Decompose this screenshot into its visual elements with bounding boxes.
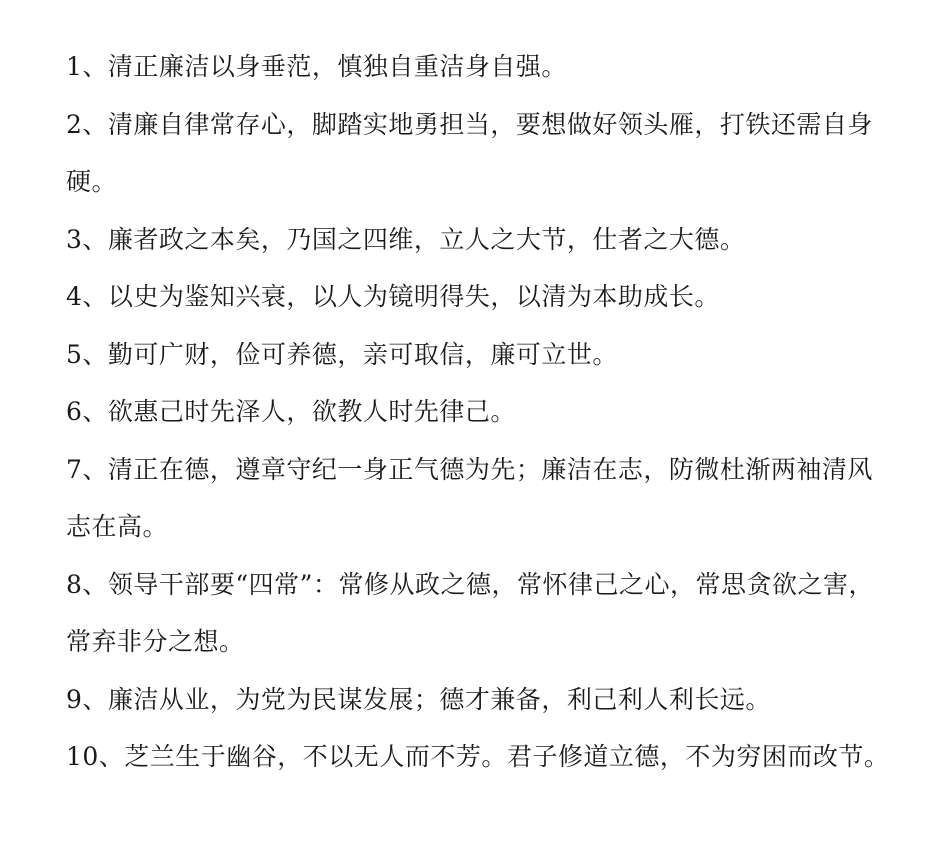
list-item: 4、以史为鉴知兴衰，以人为镜明得失，以清为本助成长。 (66, 282, 720, 311)
list-item: 1、清正廉洁以身垂范，慎独自重洁身自强。 (66, 52, 567, 81)
list-item: 9、廉洁从业，为党为民谋发展；德才兼备，利己利人利长远。 (66, 684, 771, 714)
list-item: 5、勤可广财，俭可养德，亲可取信，廉可立世。 (66, 339, 618, 369)
list-item: 6、欲惠己时先泽人，欲教人时先律己。 (66, 397, 516, 426)
list-item: 10、芝兰生于幽谷，不以无人而不芳。君子修道立德，不为穷困而改节。 (66, 742, 890, 771)
list-item: 3、廉者政之本矣，乃国之四维，立人之大节，仕者之大德。 (66, 224, 746, 254)
document-body (66, 38, 896, 786)
slogan-list (66, 38, 896, 786)
list-item: 8、领导干部要“四常”：常修从政之德，常怀律己之心，常思贪欲之害，常弃非分之想。 (66, 569, 874, 656)
list-item: 7、清正在德，遵章守纪一身正气德为先；廉洁在志，防微杜渐两袖清风志在高。 (66, 454, 873, 541)
list-item: 2、清廉自律常存心，脚踏实地勇担当，要想做好领头雁，打铁还需自身硬。 (66, 109, 873, 196)
